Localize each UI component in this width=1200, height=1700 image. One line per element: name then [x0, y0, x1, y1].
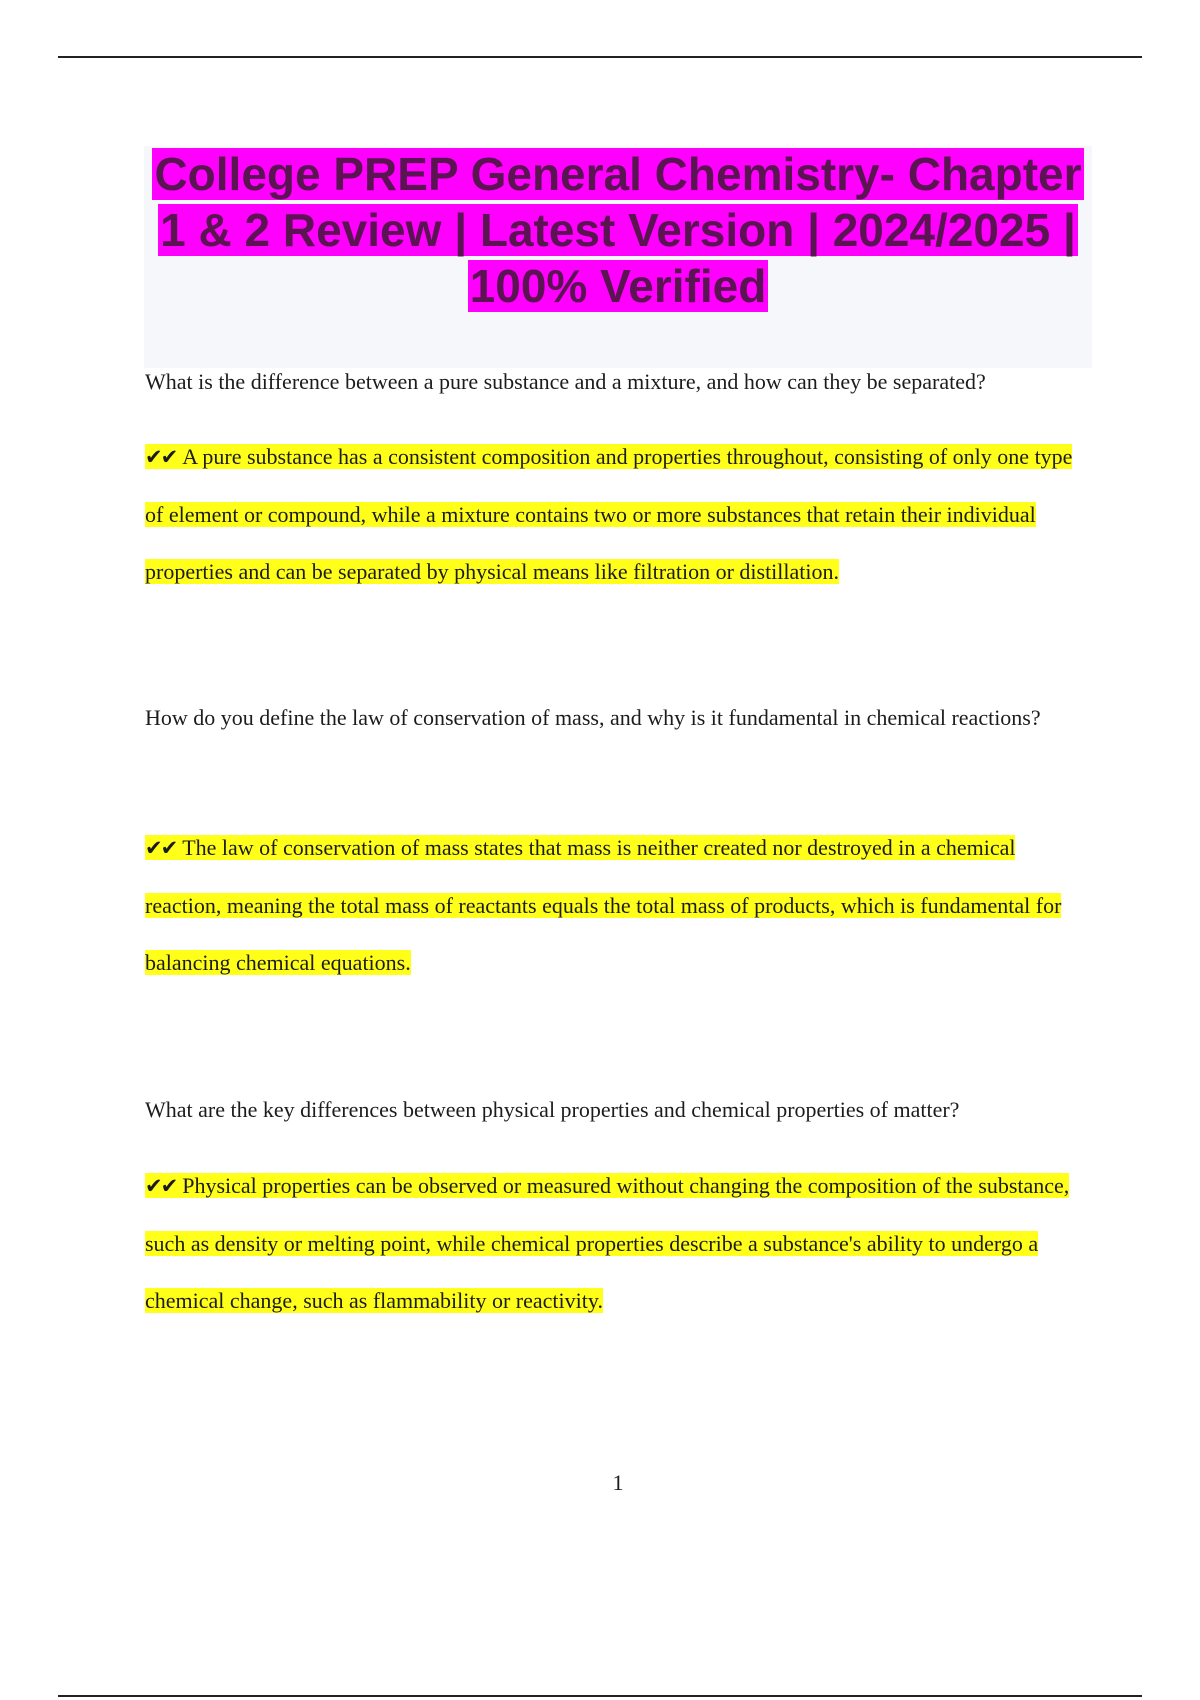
answer-1-text: A pure substance has a consistent composition and properties throughout, consisting of only one type of element or compound, while a mixture contains two or more substances that retain their individual properties and can be separated by physical means like filtration or distillation. — [145, 444, 1073, 584]
answer-1-highlight — [145, 444, 1072, 584]
check-icon: ✔✔ — [145, 1174, 177, 1198]
answer-3-highlight — [145, 1173, 1069, 1313]
answer-2-text: The law of conservation of mass states that mass is neither created nor destroyed in a chemical reaction, meaning the total mass of reactants equals the total mass of products, which is fundamental for balancing chemical equations. — [145, 835, 1062, 975]
question-1: What is the difference between a pure substance and a mixture, and how can they be separated? — [145, 369, 986, 394]
check-icon: ✔✔ — [145, 836, 177, 860]
header-rule — [58, 56, 1142, 58]
answer-2-highlight — [145, 835, 1061, 975]
question-2: How do you define the law of conservation of mass, and why is it fundamental in chemical reactions? — [145, 705, 1041, 730]
document-title — [144, 146, 1092, 314]
check-icon: ✔✔ — [145, 445, 177, 469]
page-number: 1 — [612, 1470, 624, 1495]
answer-3 — [145, 1157, 1090, 1329]
answer-1 — [145, 428, 1090, 600]
answer-2 — [145, 819, 1090, 991]
footer-rule — [58, 1695, 1142, 1697]
question-3: What are the key differences between physical properties and chemical properties of matter? — [145, 1097, 960, 1122]
title-text: College PREP General Chemistry- Chapter 1 & 2 Review | Latest Version | 2024/2025 | 100% Verified — [154, 148, 1082, 312]
answer-3-text: Physical properties can be observed or measured without changing the composition of the substance, such as density or melting point, while chemical properties describe a substance's ability to undergo a chemical change, such as flammability or reactivity. — [145, 1173, 1070, 1313]
